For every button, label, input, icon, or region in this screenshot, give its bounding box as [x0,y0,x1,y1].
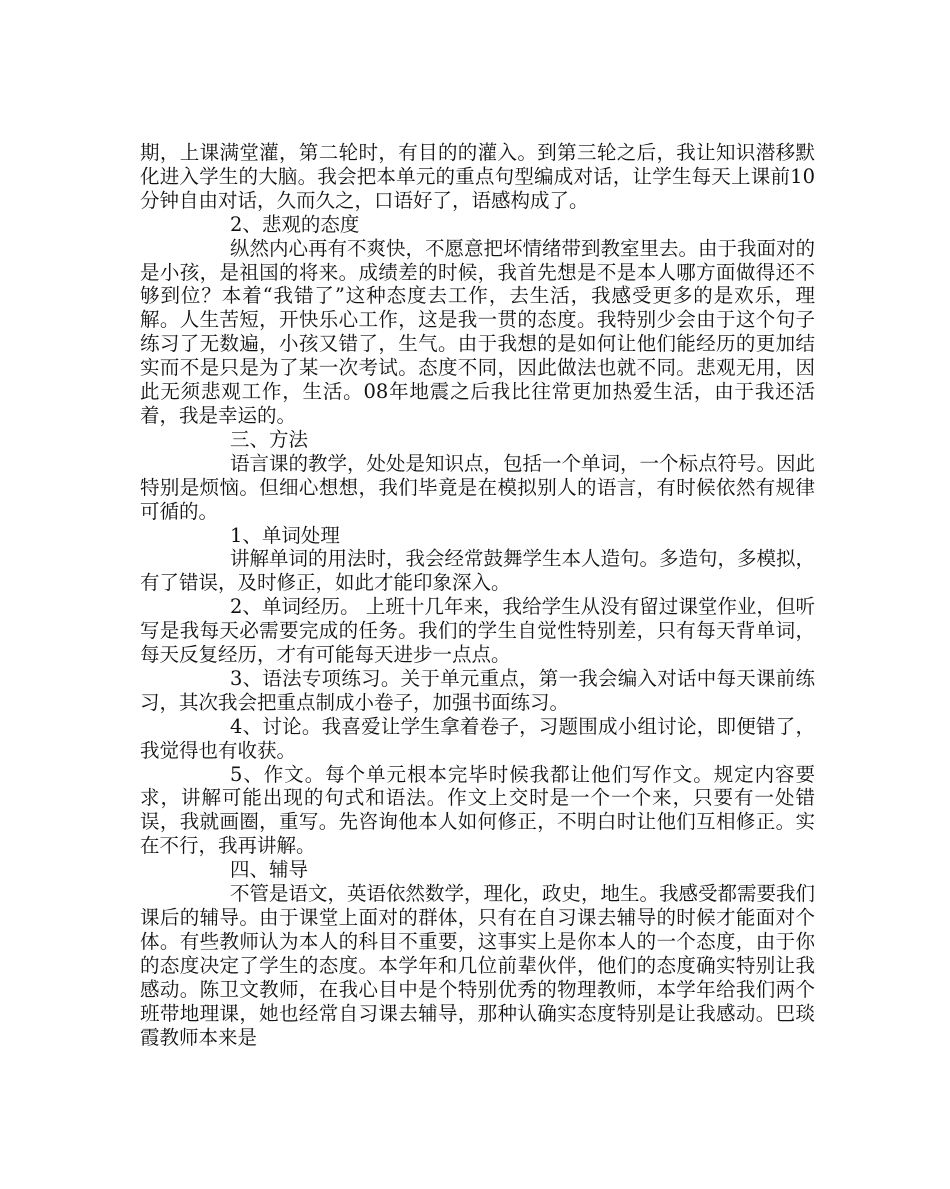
paragraph: 5、作文。每个单元根本完毕时候我都让他们写作文。规定内容要求，讲解可能出现的句式和语法。作文上交时是一个一个来，只要有一处错误，我就画圈，重写。先咨询他本人如何修正，不明白时让他们互相修正。实在不行，我再讲解。 [140,762,815,858]
paragraph: 2、单词经历。 上班十几年来，我给学生从没有留过课堂作业，但听写是我每天必需要完成的任务。我们的学生自觉性特别差，只有每天背单词，每天反复经历，才有可能每天进步一点点。 [140,595,815,667]
section-heading: 四、辅导 [230,858,309,882]
document-page [140,141,815,1049]
paragraph: 纵然内心再有不爽快，不愿意把坏情绪带到教室里去。由于我面对的是小孩，是祖国的将来。成绩差的时候，我首先想是不是本人哪方面做得还不够到位？本着“我错了”这种态度去工作，去生活，我感受更多的是欢乐，理解。人生苦短，开快乐心工作，这是我一贯的态度。我特别少会由于这个句子练习了无数遍，小孩又错了，生气。由于我想的是如何让他们能经历的更加结实而不是只是为了某一次考试。态度不同，因此做法也就不同。悲观无用，因此无须悲观工作，生活。08年地震之后我比往常更加热爱生活，由于我还活着，我是幸运的。 [140,236,816,427]
paragraph: 语言课的教学，处处是知识点，包括一个单词，一个标点符号。因此特别是烦恼。但细心想想，我们毕竟是在模拟别人的语言，有时候依然有规律可循的。 [140,451,816,523]
section-heading: 三、方法 [230,427,309,451]
paragraph: 4、讨论。我喜爱让学生拿着卷子，习题围成小组讨论，即便错了，我觉得也有收获。 [140,714,815,762]
section-heading: 1、单词处理 [230,523,340,547]
paragraph: 讲解单词的用法时，我会经常鼓舞学生本人造句。多造句，多模拟，有了错误，及时修正，如此才能印象深入。 [140,547,816,595]
paragraph: 3、语法专项练习。关于单元重点，第一我会编入对话中每天课前练习，其次我会把重点制成小卷子，加强书面练习。 [140,666,815,714]
paragraph: 不管是语文，英语依然数学，理化，政史，地生。我感受都需要我们课后的辅导。由于课堂上面对的群体，只有在自习课去辅导的时候才能面对个体。有些教师认为本人的科目不重要，这事实上是你本人的一个态度，由于你的态度决定了学生的态度。本学年和几位前辈伙伴，他们的态度确实特别让我感动。陈卫文教师，在我心目中是个特别优秀的物理教师，本学年给我们两个班带地理课，她也经常自习课去辅导，那种认确实态度特别是让我感动。巴琰霞教师本来是 [140,882,816,1049]
paragraph: 期，上课满堂灌，第二轮时，有目的的灌入。到第三轮之后，我让知识潜移默化进入学生的大脑。我会把本单元的重点句型编成对话，让学生每天上课前10分钟自由对话，久而久之，口语好了，语感构成了。 [140,141,815,212]
section-heading: 2、悲观的态度 [230,212,360,236]
